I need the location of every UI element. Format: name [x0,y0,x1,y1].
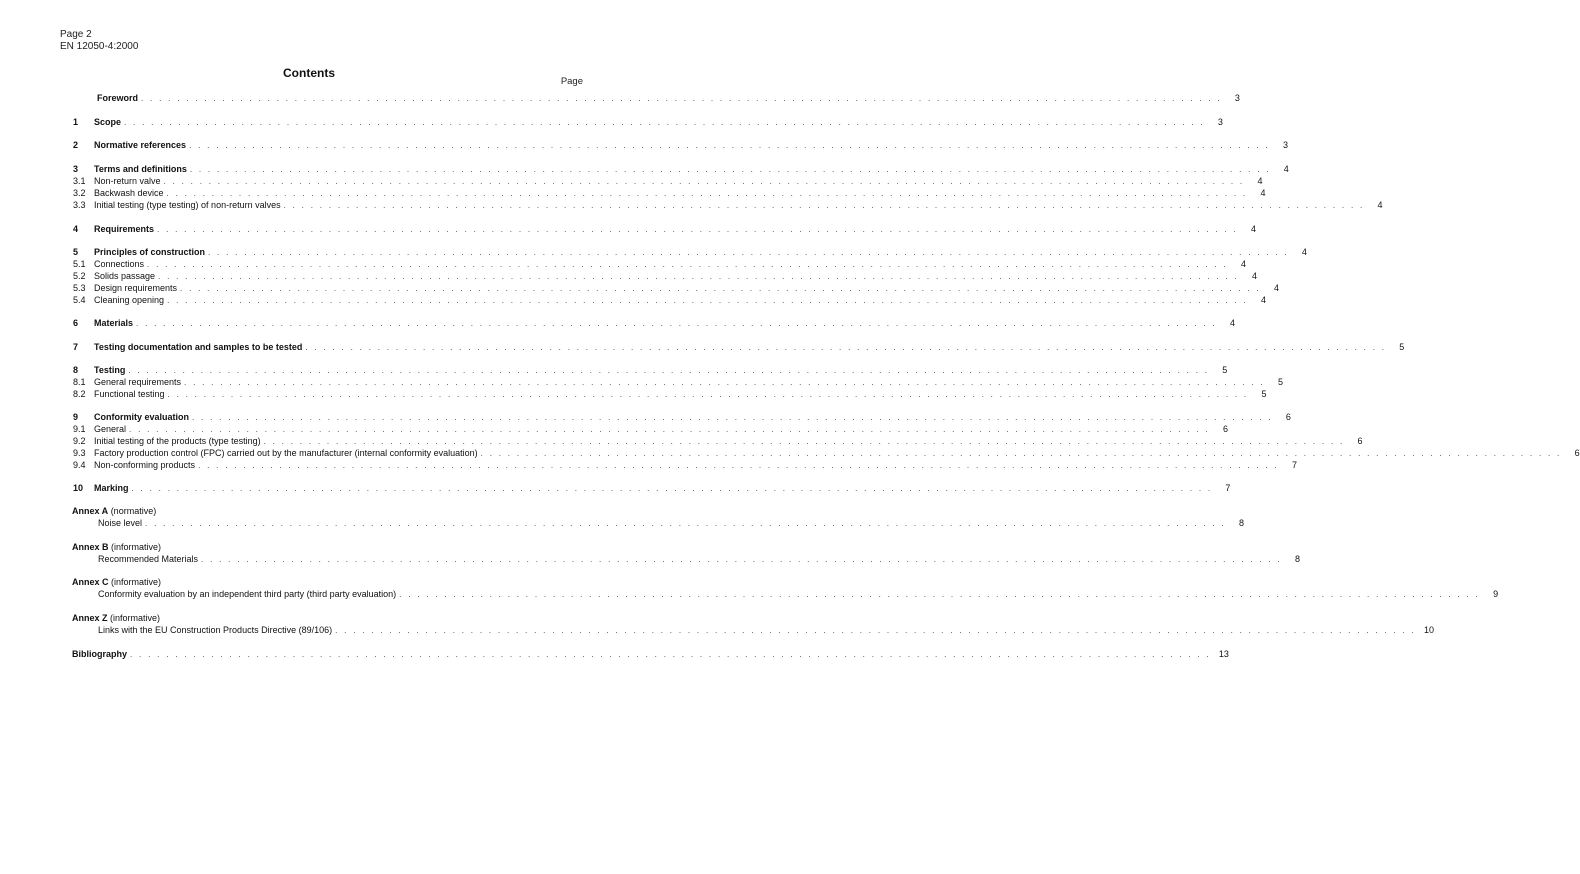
leader-dots: . . . . . . . . . . . . . . . . . . . . . . . . . . . . . . . . . . . . . . . . . . . . . . . . . . . . . . . . . . . . . . . . . . . . . . . . . . . . . . . . . . . . . . . . . . . . . . . . . . . . . . . . . . . . . . . . . . . . . . . . [305,343,1387,352]
toc-entry-page: 4 [1283,164,1289,174]
annex-title: Recommended Materials [98,554,199,564]
leader-dots: . . . . . . . . . . . . . . . . . . . . . . . . . . . . . . . . . . . . . . . . . . . . . . . . . . . . . . . . . . . . . . . . . . . . . . . . . . . . . . . . . . . . . . . . . . . . . . . . . . . . . . . . . . . . . . . . . . . . . . . . [129,425,1210,434]
toc-entry-title: Normative references [94,140,187,150]
toc-entry-page: 3 [1282,140,1288,150]
toc-entry-title: Cleaning opening [94,295,165,305]
toc-entry-title: Materials [94,318,134,328]
toc-entry[interactable] [73,460,1297,472]
leader-dots: . . . . . . . . . . . . . . . . . . . . . . . . . . . . . . . . . . . . . . . . . . . . . . . . . . . . . . . . . . . . . . . . . . . . . . . . . . . . . . . . . . . . . . . . . . . . . . . . . . . . . . . . . . . . . . . . . . . . . . . . [208,248,1289,257]
toc-entry[interactable] [73,483,1231,495]
toc-entry-title: Connections [94,259,145,269]
leader-dots: . . . . . . . . . . . . . . . . . . . . . . . . . . . . . . . . . . . . . . . . . . . . . . . . . . . . . . . . . . . . . . . . . . . . . . . . . . . . . . . . . . . . . . . . . . . . . . . . . . . . . . . . . . . . . . . . . . . . . . . . [189,165,1271,174]
leader-dots: . . . . . . . . . . . . . . . . . . . . . . . . . . . . . . . . . . . . . . . . . . . . . . . . . . . . . . . . . . . . . . . . . . . . . . . . . . . . . . . . . . . . . . . . . . . . . . . . . . . . . . . . . . . . . . . . . . . . . . . . [167,390,1249,399]
toc-entry-page: 6 [1222,424,1228,434]
toc-entry-title: Non-return valve [94,176,161,186]
toc-entry-page: 4 [1260,188,1266,198]
toc-entry[interactable] [73,342,1405,354]
page-number-header: Page 2 [60,29,92,40]
toc-entry[interactable] [73,389,1267,401]
toc-entry-title: Conformity evaluation [94,412,190,422]
toc-entry-number: 4 [73,224,79,234]
leader-dots: . . . . . . . . . . . . . . . . . . . . . . . . . . . . . . . . . . . . . . . . . . . . . . . . . . . . . . . . . . . . . . . . . . . . . . . . . . . . . . . . . . . . . . . . . . . . . . . . . . . . . . . . . . . . . . . . . . . . . . . . [130,650,1211,659]
annex-label: Annex B [72,542,109,552]
toc-entry-title: Scope [94,117,122,127]
leader-dots: . . . . . . . . . . . . . . . . . . . . . . . . . . . . . . . . . . . . . . . . . . . . . . . . . . . . . . . . . . . . . . . . . . . . . . . . . . . . . . . . . . . . . . . . . . . . . . . . . . . . . . . . . . . . . . . . . . . . . . . . [128,366,1210,375]
annex-type: (normative) [110,506,157,516]
leader-dots: . . . . . . . . . . . . . . . . . . . . . . . . . . . . . . . . . . . . . . . . . . . . . . . . . . . . . . . . . . . . . . . . . . . . . . . . . . . . . . . . . . . . . . . . . . . . . . . . . . . . . . . . . . . . . . . . . . . . . . . . [180,284,1261,293]
annex-type: (informative) [111,542,162,552]
toc-entry-title: Factory production control (FPC) carried out by the manufacturer (internal conformity evaluation) [94,448,478,458]
annex-title: Links with the EU Construction Products Directive (89/106) [98,625,333,635]
toc-entry-title: Principles of construction [94,247,206,257]
toc-entry-number: 9.4 [73,460,86,470]
bibliography-title: Bibliography [72,649,128,659]
toc-entry-page: 5 [1399,342,1405,352]
toc-entry[interactable] [73,247,1307,259]
annex-heading [72,577,161,587]
toc-entry-number: 3 [73,164,79,174]
toc-entry-title: Solids passage [94,271,156,281]
toc-entry[interactable] [73,318,1235,330]
toc-entry-number: 9.2 [73,436,86,446]
toc-entry-title: Foreword [97,93,139,103]
leader-dots: . . . . . . . . . . . . . . . . . . . . . . . . . . . . . . . . . . . . . . . . . . . . . . . . . . . . . . . . . . . . . . . . . . . . . . . . . . . . . . . . . . . . . . . . . . . . . . . . . . . . . . . . . . . . . . . . . . . . . . . . [131,484,1213,493]
toc-entry-title: Backwash device [94,188,164,198]
annex-heading [72,506,156,516]
toc-entry-page: 4 [1250,224,1256,234]
toc-entry-page: 4 [1251,271,1257,281]
leader-dots: . . . . . . . . . . . . . . . . . . . . . . . . . . . . . . . . . . . . . . . . . . . . . . . . . . . . . . . . . . . . . . . . . . . . . . . . . . . . . . . . . . . . . . . . . . . . . . . . . . . . . . . . . . . . . . . . . . . . . . . . [192,413,1273,422]
toc-entry-page: 4 [1273,283,1279,293]
leader-dots: . . . . . . . . . . . . . . . . . . . . . . . . . . . . . . . . . . . . . . . . . . . . . . . . . . . . . . . . . . . . . . . . . . . . . . . . . . . . . . . . . . . . . . . . . . . . . . . . . . . . . . . . . . . . . . . . . . . . . . . . [480,449,1562,458]
toc-entry-title: Marking [94,483,129,493]
annex-title: Conformity evaluation by an independent third party (third party evaluation) [98,589,397,599]
annex-entry[interactable] [73,518,1244,530]
toc-entry-number: 5 [73,247,79,257]
toc-entry-title: Testing documentation and samples to be tested [94,342,303,352]
leader-dots: . . . . . . . . . . . . . . . . . . . . . . . . . . . . . . . . . . . . . . . . . . . . . . . . . . . . . . . . . . . . . . . . . . . . . . . . . . . . . . . . . . . . . . . . . . . . . . . . . . . . . . . . . . . . . . . . . . . . . . . . [166,189,1248,198]
toc-entry[interactable] [73,295,1266,307]
leader-dots: . . . . . . . . . . . . . . . . . . . . . . . . . . . . . . . . . . . . . . . . . . . . . . . . . . . . . . . . . . . . . . . . . . . . . . . . . . . . . . . . . . . . . . . . . . . . . . . . . . . . . . . . . . . . . . . . . . . . . . . . [141,94,1222,103]
toc-entry-number: 9.1 [73,424,86,434]
annex-heading [72,542,161,552]
toc-entry-number: 8 [73,365,79,375]
toc-entry-page: 4 [1257,176,1263,186]
bibliography-page: 13 [1218,649,1229,659]
toc-entry-title: Requirements [94,224,155,234]
toc-entry-page: 7 [1291,460,1297,470]
toc-entry-number: 5.3 [73,283,86,293]
annex-entry[interactable] [73,625,1435,637]
toc-entry-page: 7 [1225,483,1231,493]
leader-dots: . . . . . . . . . . . . . . . . . . . . . . . . . . . . . . . . . . . . . . . . . . . . . . . . . . . . . . . . . . . . . . . . . . . . . . . . . . . . . . . . . . . . . . . . . . . . . . . . . . . . . . . . . . . . . . . . . . . . . . . . [198,461,1279,470]
toc-entry-number: 2 [73,140,79,150]
toc-entry-title: General requirements [94,377,182,387]
toc-entry-page: 4 [1229,318,1235,328]
toc-entry[interactable] [73,164,1289,176]
toc-entry[interactable] [73,200,1383,212]
annex-entry[interactable] [73,589,1499,601]
toc-entry[interactable] [73,283,1279,295]
bibliography-entry[interactable] [72,649,1229,661]
annex-label: Annex A [72,506,109,516]
annex-page: 10 [1424,625,1435,635]
toc-entry-page: 6 [1574,448,1580,458]
toc-entry-title: Non-conforming products [94,460,196,470]
toc-entry[interactable] [73,365,1228,377]
leader-dots: . . . . . . . . . . . . . . . . . . . . . . . . . . . . . . . . . . . . . . . . . . . . . . . . . . . . . . . . . . . . . . . . . . . . . . . . . . . . . . . . . . . . . . . . . . . . . . . . . . . . . . . . . . . . . . . . . . . . . . . . [167,296,1248,305]
toc-entry-page: 4 [1240,259,1246,269]
toc-entry[interactable] [73,188,1266,200]
toc-entry[interactable] [73,271,1257,283]
annex-page: 8 [1294,554,1300,564]
toc-entry-title: Terms and definitions [94,164,187,174]
annex-label: Annex C [72,577,109,587]
toc-entry-number: 3.2 [73,188,86,198]
toc-entry-page: 5 [1261,389,1267,399]
toc-entry-number: 7 [73,342,79,352]
toc-entry[interactable] [73,448,1580,460]
toc-entry-number: 1 [73,117,79,127]
toc-entry-page: 5 [1222,365,1228,375]
leader-dots: . . . . . . . . . . . . . . . . . . . . . . . . . . . . . . . . . . . . . . . . . . . . . . . . . . . . . . . . . . . . . . . . . . . . . . . . . . . . . . . . . . . . . . . . . . . . . . . . . . . . . . . . . . . . . . . . . . . . . . . . [136,319,1217,328]
toc-entry-number: 9 [73,412,79,422]
toc-entry-number: 5.4 [73,295,86,305]
toc-entry-page: 6 [1357,436,1363,446]
leader-dots: . . . . . . . . . . . . . . . . . . . . . . . . . . . . . . . . . . . . . . . . . . . . . . . . . . . . . . . . . . . . . . . . . . . . . . . . . . . . . . . . . . . . . . . . . . . . . . . . . . . . . . . . . . . . . . . . . . . . . . . . [189,141,1270,150]
annex-heading [72,613,160,623]
annex-page: 9 [1493,589,1499,599]
toc-entry-page: 3 [1217,117,1223,127]
toc-entry-page: 4 [1260,295,1266,305]
annex-page: 8 [1238,518,1244,528]
toc-entry-page: 5 [1277,377,1283,387]
toc-entry-title: Functional testing [94,389,165,399]
toc-entry[interactable] [73,424,1228,436]
toc-entry-title: Initial testing of the products (type testing) [94,436,261,446]
toc-entry-title: Initial testing (type testing) of non-return valves [94,200,281,210]
leader-dots: . . . . . . . . . . . . . . . . . . . . . . . . . . . . . . . . . . . . . . . . . . . . . . . . . . . . . . . . . . . . . . . . . . . . . . . . . . . . . . . . . . . . . . . . . . . . . . . . . . . . . . . . . . . . . . . . . . . . . . . . [145,519,1226,528]
toc-entry-number: 5.2 [73,271,86,281]
toc-entry-page: 3 [1234,93,1240,103]
toc-entry-title: Design requirements [94,283,178,293]
annex-label: Annex Z [72,613,108,623]
leader-dots: . . . . . . . . . . . . . . . . . . . . . . . . . . . . . . . . . . . . . . . . . . . . . . . . . . . . . . . . . . . . . . . . . . . . . . . . . . . . . . . . . . . . . . . . . . . . . . . . . . . . . . . . . . . . . . . . . . . . . . . . [124,118,1205,127]
leader-dots: . . . . . . . . . . . . . . . . . . . . . . . . . . . . . . . . . . . . . . . . . . . . . . . . . . . . . . . . . . . . . . . . . . . . . . . . . . . . . . . . . . . . . . . . . . . . . . . . . . . . . . . . . . . . . . . . . . . . . . . . [184,378,1265,387]
toc-entry[interactable] [73,117,1223,129]
leader-dots: . . . . . . . . . . . . . . . . . . . . . . . . . . . . . . . . . . . . . . . . . . . . . . . . . . . . . . . . . . . . . . . . . . . . . . . . . . . . . . . . . . . . . . . . . . . . . . . . . . . . . . . . . . . . . . . . . . . . . . . . [158,272,1239,281]
toc-entry[interactable] [73,140,1288,152]
page-column-label: Page [560,76,583,87]
leader-dots: . . . . . . . . . . . . . . . . . . . . . . . . . . . . . . . . . . . . . . . . . . . . . . . . . . . . . . . . . . . . . . . . . . . . . . . . . . . . . . . . . . . . . . . . . . . . . . . . . . . . . . . . . . . . . . . . . . . . . . . . [399,590,1481,599]
standard-number-header: EN 12050-4:2000 [60,41,139,52]
toc-entry-title: General [94,424,127,434]
leader-dots: . . . . . . . . . . . . . . . . . . . . . . . . . . . . . . . . . . . . . . . . . . . . . . . . . . . . . . . . . . . . . . . . . . . . . . . . . . . . . . . . . . . . . . . . . . . . . . . . . . . . . . . . . . . . . . . . . . . . . . . . [147,260,1228,269]
toc-entry-number: 3.1 [73,176,86,186]
toc-entry[interactable] [73,259,1246,271]
toc-entry-number: 8.1 [73,377,86,387]
annex-type: (informative) [111,577,162,587]
leader-dots: . . . . . . . . . . . . . . . . . . . . . . . . . . . . . . . . . . . . . . . . . . . . . . . . . . . . . . . . . . . . . . . . . . . . . . . . . . . . . . . . . . . . . . . . . . . . . . . . . . . . . . . . . . . . . . . . . . . . . . . . [263,437,1345,446]
leader-dots: . . . . . . . . . . . . . . . . . . . . . . . . . . . . . . . . . . . . . . . . . . . . . . . . . . . . . . . . . . . . . . . . . . . . . . . . . . . . . . . . . . . . . . . . . . . . . . . . . . . . . . . . . . . . . . . . . . . . . . . . [335,626,1417,635]
toc-entry[interactable] [73,377,1283,389]
leader-dots: . . . . . . . . . . . . . . . . . . . . . . . . . . . . . . . . . . . . . . . . . . . . . . . . . . . . . . . . . . . . . . . . . . . . . . . . . . . . . . . . . . . . . . . . . . . . . . . . . . . . . . . . . . . . . . . . . . . . . . . . [201,555,1282,564]
toc-entry[interactable] [73,176,1263,188]
toc-entry-page: 6 [1285,412,1291,422]
toc-entry[interactable] [73,412,1291,424]
toc-entry-number: 9.3 [73,448,86,458]
annex-type: (informative) [110,613,161,623]
toc-entry-number: 10 [73,483,84,493]
toc-entry-page: 4 [1377,200,1383,210]
toc-entry-title: Testing [94,365,126,375]
leader-dots: . . . . . . . . . . . . . . . . . . . . . . . . . . . . . . . . . . . . . . . . . . . . . . . . . . . . . . . . . . . . . . . . . . . . . . . . . . . . . . . . . . . . . . . . . . . . . . . . . . . . . . . . . . . . . . . . . . . . . . . . [163,177,1245,186]
toc-entry-number: 6 [73,318,79,328]
toc-entry-number: 5.1 [73,259,86,269]
toc-entry-number: 3.3 [73,200,86,210]
toc-entry-page: 4 [1301,247,1307,257]
contents-title: Contents [283,66,335,80]
leader-dots: . . . . . . . . . . . . . . . . . . . . . . . . . . . . . . . . . . . . . . . . . . . . . . . . . . . . . . . . . . . . . . . . . . . . . . . . . . . . . . . . . . . . . . . . . . . . . . . . . . . . . . . . . . . . . . . . . . . . . . . . [283,201,1365,210]
toc-entry-number: 8.2 [73,389,86,399]
annex-entry[interactable] [73,554,1300,566]
toc-entry[interactable] [73,436,1363,448]
annex-title: Noise level [98,518,143,528]
toc-entry[interactable] [76,93,1240,105]
leader-dots: . . . . . . . . . . . . . . . . . . . . . . . . . . . . . . . . . . . . . . . . . . . . . . . . . . . . . . . . . . . . . . . . . . . . . . . . . . . . . . . . . . . . . . . . . . . . . . . . . . . . . . . . . . . . . . . . . . . . . . . . [157,225,1238,234]
toc-entry[interactable] [73,224,1256,236]
